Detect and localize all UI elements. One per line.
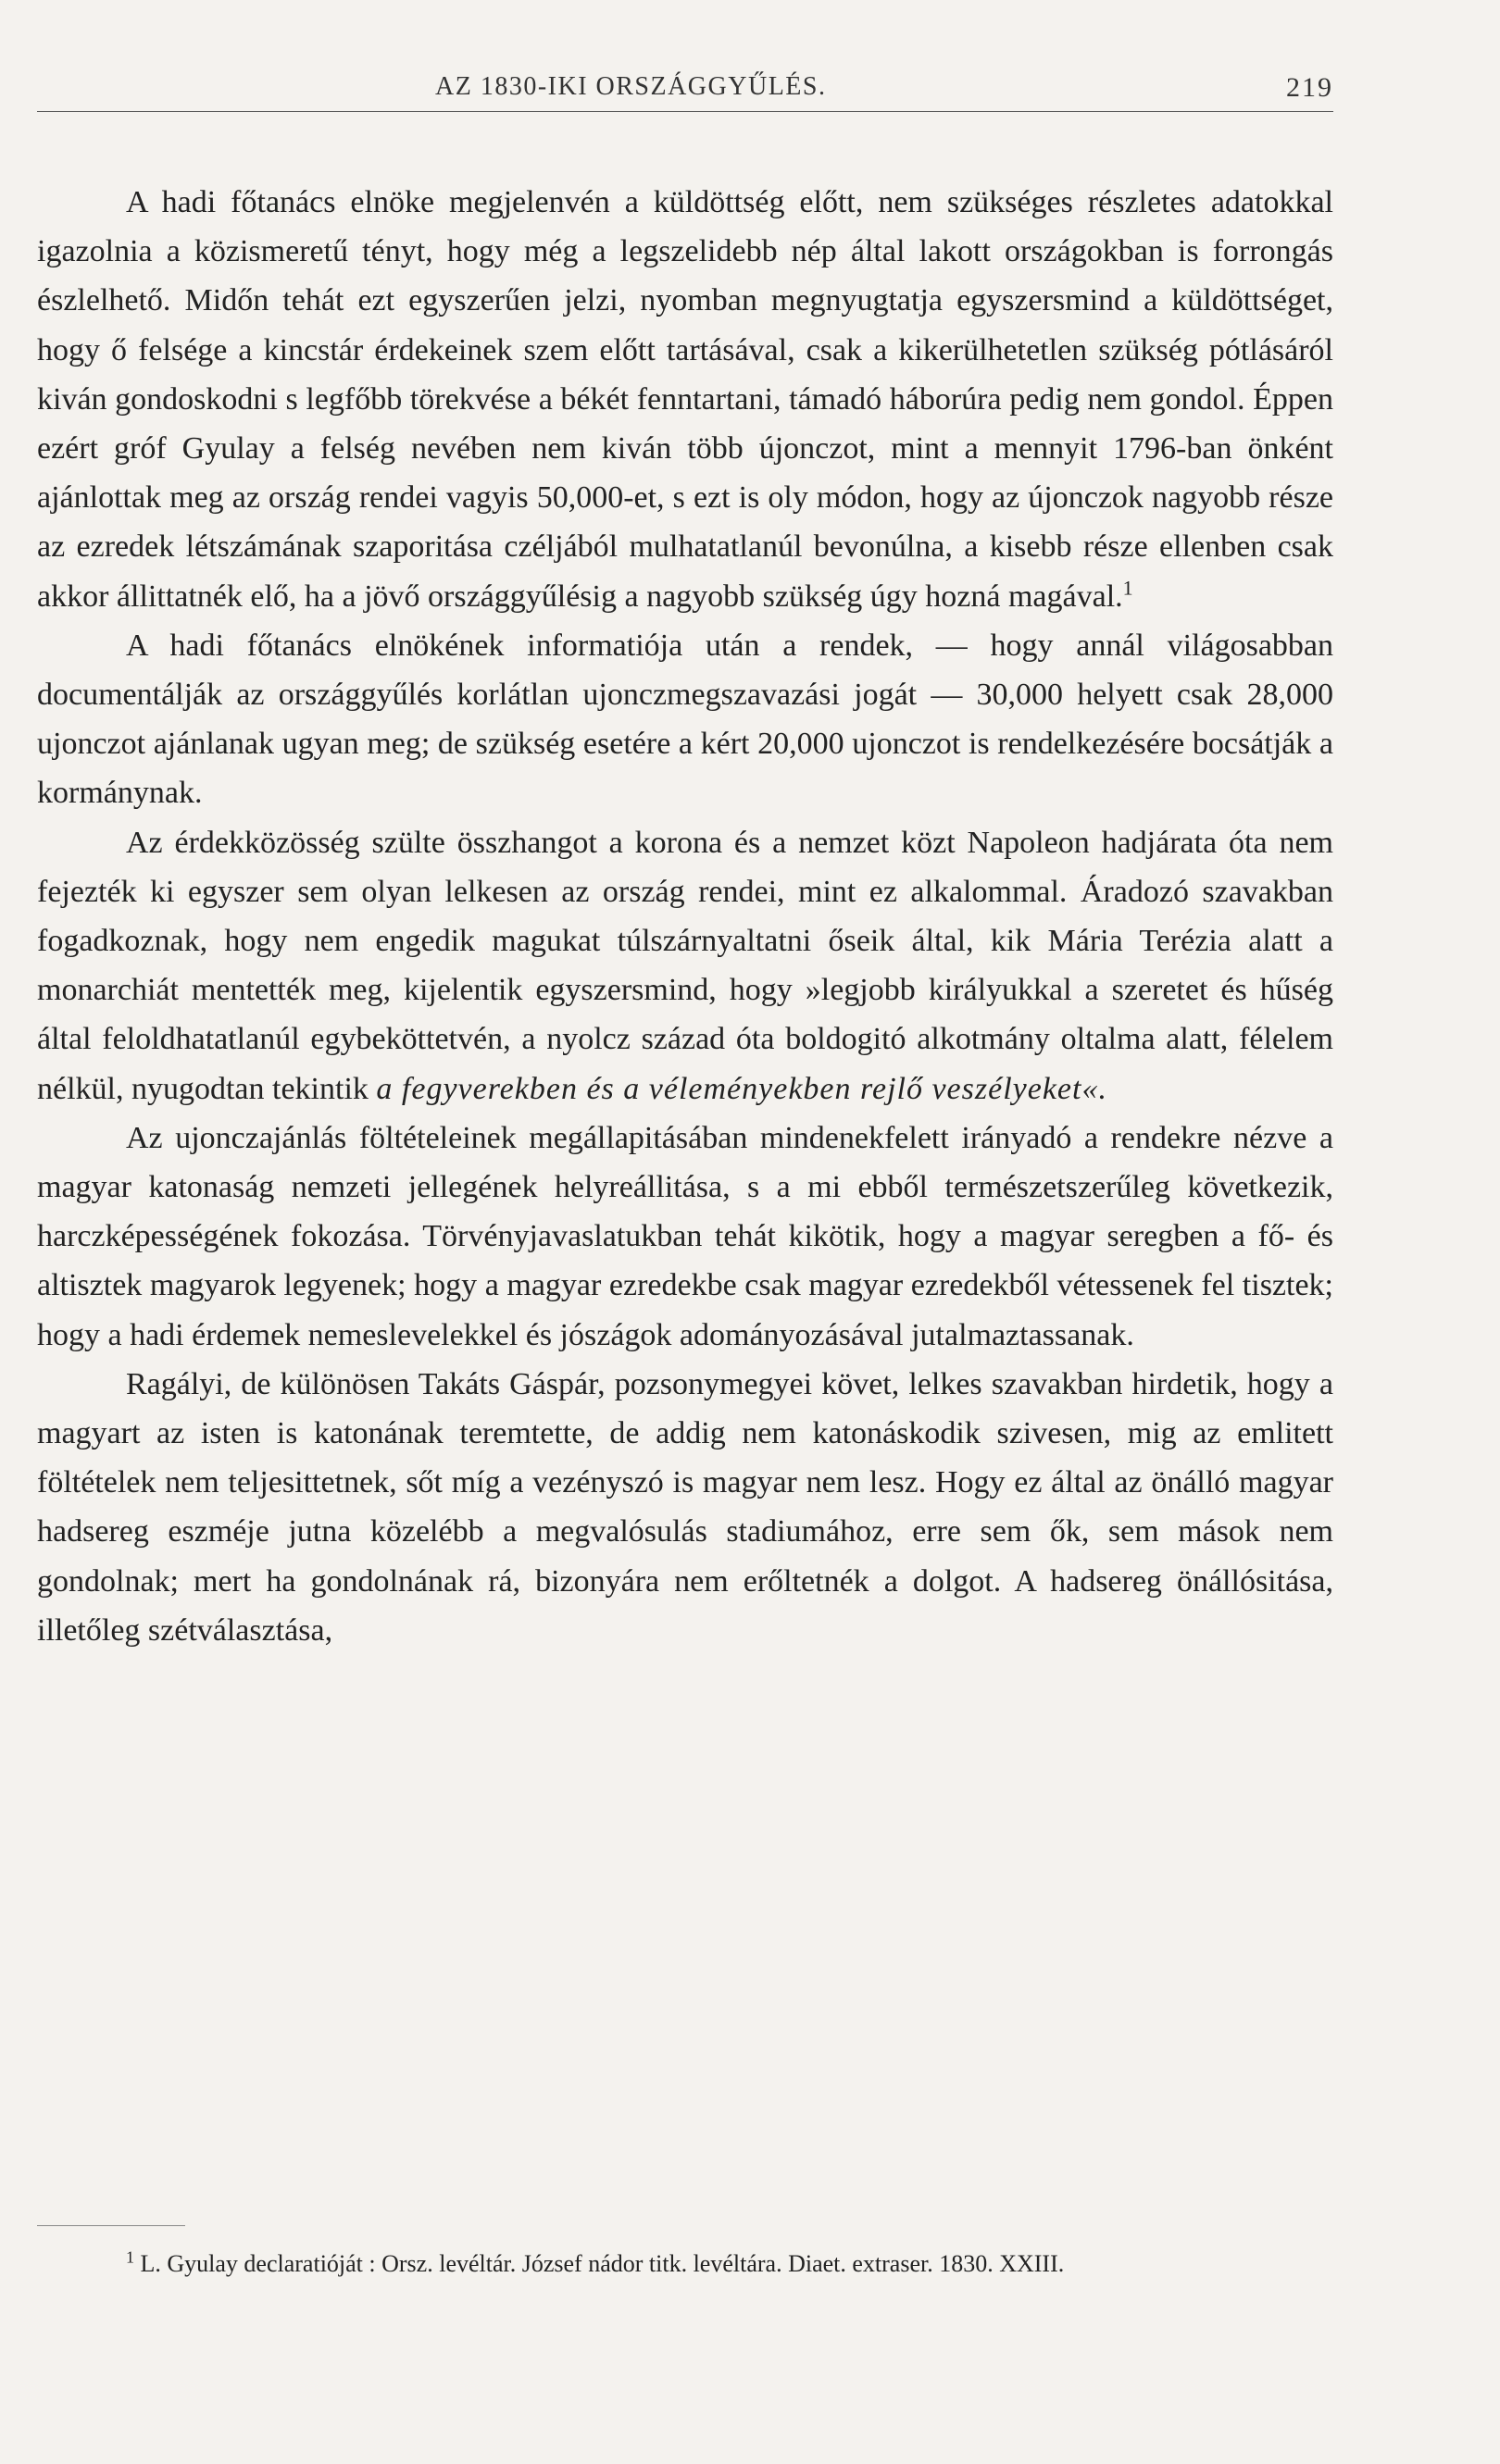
paragraph-2	[37, 621, 1333, 818]
page-number: 219	[1286, 72, 1333, 103]
footnote-mark: 1	[126, 2247, 134, 2267]
paragraph-3-text: Az érdekközösség szülte összhangot a korona és a nemzet közt Napoleon hadjárata óta nem fejezték ki egyszer sem olyan lelkesen az ország rendei, mint ez alkalommal. Áradozó szavakban fogadkoznak, hogy nem engedik magukat túlszárnyaltatni őseik által, kik Mária Terézia alatt a monarchiát mentették meg, kijelentik egyszersmind, hogy »legjobb királyukkal a szeretet és hűség által feloldhatatlanúl egybeköttetvén, a nyolcz század óta boldogitó alkotmány oltalma alatt, félelem nélkül, nyugodtan tekintik	[37, 825, 1333, 1106]
paragraph-2-text: A hadi főtanács elnökének informatiója után a rendek, — hogy annál világosabban documentálják az országgyűlés korlátlan ujonczmegszavazási jogát — 30,000 helyett csak 28,000 ujonczot ajánlanak ugyan meg; de szükség esetére a kért 20,000 ujonczot is rendelkezésére bocsátják a kormánynak.	[37, 628, 1333, 811]
body-text	[37, 178, 1333, 1655]
paragraph-4	[37, 1114, 1333, 1360]
paragraph-5-text: Ragályi, de különösen Takáts Gáspár, pozsonymegyei követ, lelkes szavakban hirdetik, hogy a magyart az isten is katonának teremtette, de addig nem katonáskodik szivesen, mig az emlitett föltételek nem teljesittetnek, sőt míg a vezényszó is magyar nem lesz. Hogy ez által az önálló magyar hadsereg eszméje jutna közelébb a megvalósulás stadiumához, erre sem ők, sem mások nem gondolnak; mert ha gondolnának rá, bizonyára nem erőltetnék a dolgot. A hadsereg önállósitása, illetőleg szétválasztása,	[37, 1366, 1333, 1648]
paragraph-4-text: Az ujonczajánlás föltételeinek megállapitásában mindenekfelett irányadó a rendekre nézve a magyar katonaság nemzeti jellegének helyreállitása, s a mi ebből természetszerűleg következik, harczképességének fokozása. Törvényjavaslatukban tehát kikötik, hogy a magyar seregben a fő- és altisztek magyarok legyenek; hogy a magyar ezredekbe csak magyar ezredekből vétessenek fel tisztek; hogy a hadi érdemek nemeslevelekkel és jószágok adományozásával jutalmaztassanak.	[37, 1120, 1333, 1352]
header-rule	[37, 111, 1333, 112]
paragraph-1-text: A hadi főtanács elnöke megjelenvén a küldöttség előtt, nem szükséges részletes adatokkal igazolnia a közismeretű tényt, hogy még a legszelidebb nép által lakott országokban is forrongás észlelhető. Midőn tehát ezt egyszerűen jelzi, nyomban megnyugtatja egyszersmind a küldöttséget, hogy ő felsége a kincstár érdekeinek szem előtt tartásával, csak a kikerülhetetlen szükség pótlásáról kiván gondoskodni s legfőbb törekvése a békét fenntartani, támadó háborúra pedig nem gondol. Éppen ezért gróf Gyulay a felség nevében nem kiván több újonczot, mint a mennyit 1796-ban önként ajánlottak meg az ország rendei vagyis 50,000-et, s ezt is oly módon, hogy az újonczok nagyobb része az ezredek létszámának szaporitása czéljából mulhatatlanúl bevonúlna, a kisebb része ellenben csak akkor állittatnék elő, ha a jövő országgyűlésig a nagyobb szükség úgy hozná magával.	[37, 185, 1333, 614]
paragraph-1	[37, 178, 1333, 621]
footnote-reference: 1	[1122, 576, 1133, 600]
page-header	[37, 67, 1333, 113]
paragraph-3-italic-quote: a fegyverekben és a véleményekben rejlő veszélyeket«.	[376, 1071, 1107, 1106]
running-title: AZ 1830-IKI ORSZÁGGYŰLÉS.	[435, 72, 827, 101]
paragraph-3	[37, 818, 1333, 1114]
footnote-1-text: L. Gyulay declaratióját : Orsz. levéltár. József nádor titk. levéltára. Diaet. extraser. 1830. XXIII.	[140, 2250, 1065, 2277]
footnote-1	[37, 2244, 1333, 2284]
footnotes	[37, 2244, 1333, 2284]
footnote-rule	[37, 2225, 185, 2226]
paragraph-5	[37, 1360, 1333, 1655]
